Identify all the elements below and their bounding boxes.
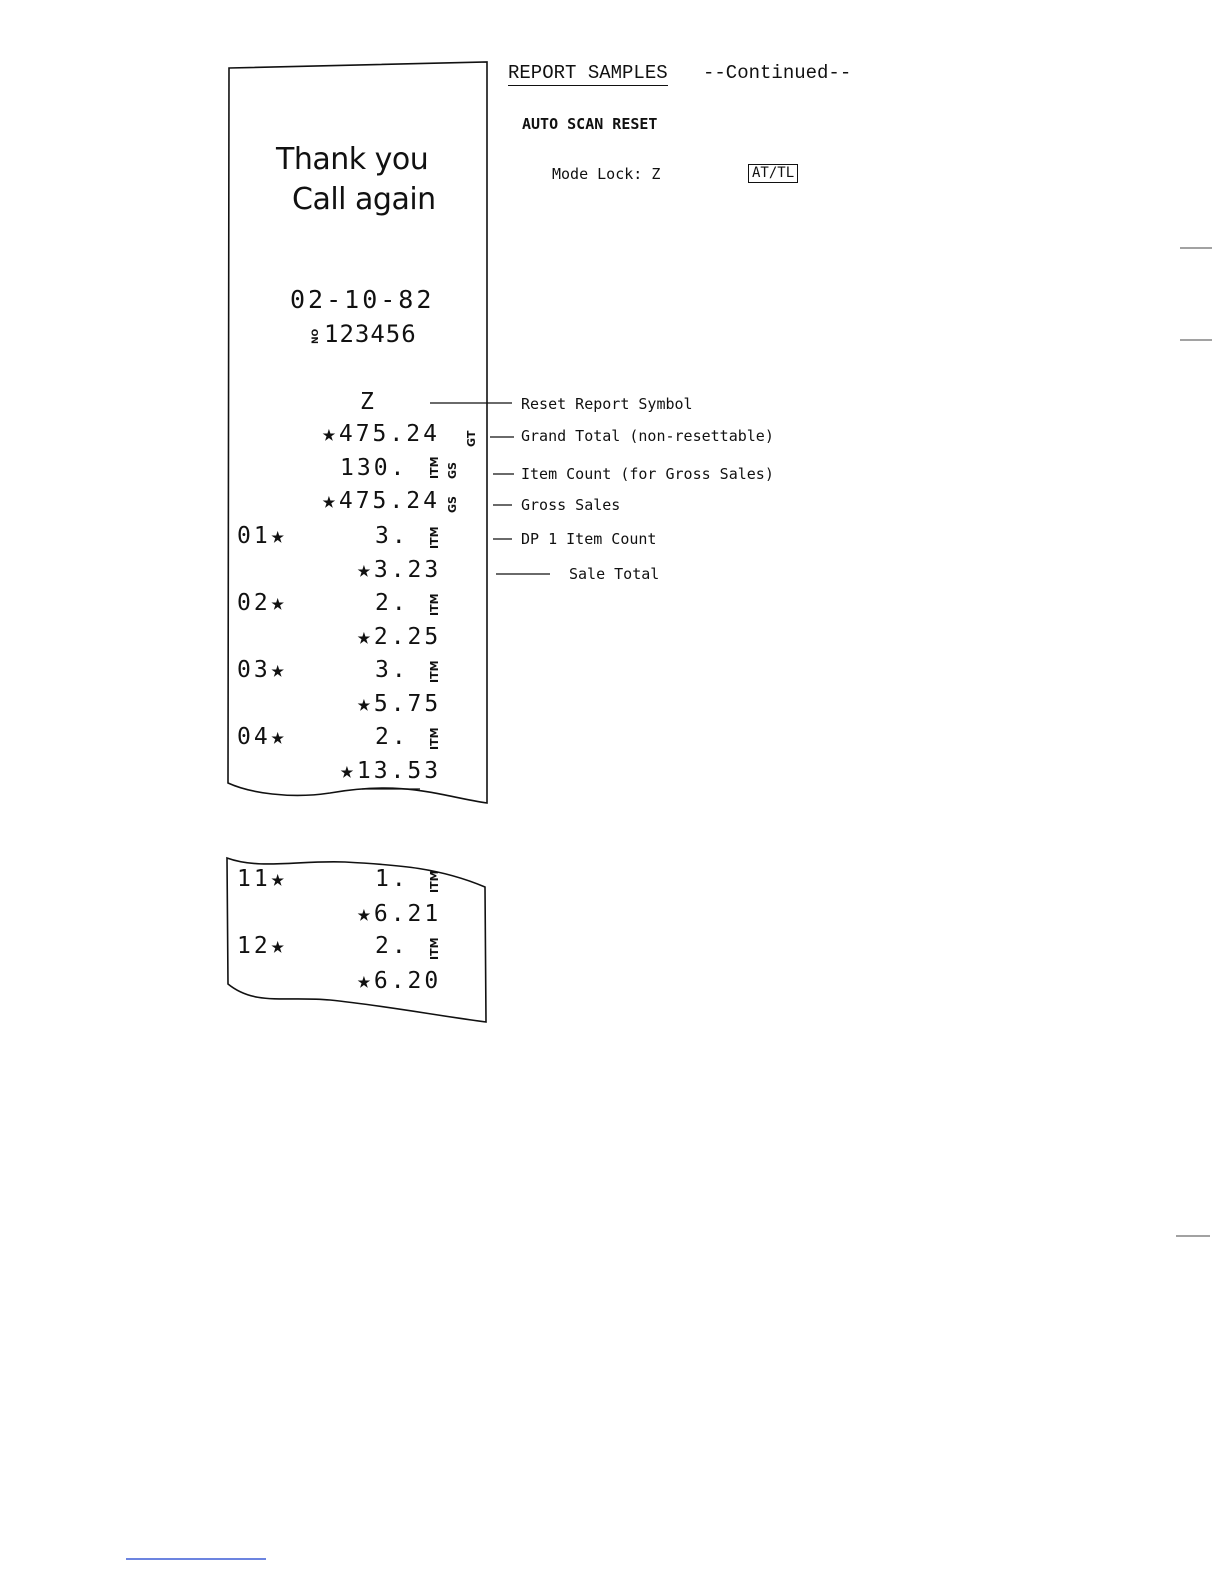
dept-03-count: 3. [375,657,409,683]
dept-02-total: ★2.25 [357,624,442,650]
dept-03-code: 03★ [237,657,288,683]
dept-11-itm-tag: ITM [428,870,441,893]
at-tl-key: AT/TL [748,164,798,183]
dept-04-code: 04★ [237,724,288,750]
continued-label: --Continued-- [703,62,852,84]
note-item-count: Item Count (for Gross Sales) [521,465,774,483]
itm-tag-gross: ITM [428,456,441,479]
dept-11-total: ★6.21 [357,901,442,927]
gs-tag-sales: GS [446,496,459,513]
note-reset-report-symbol: Reset Report Symbol [521,395,693,413]
dept-12-count: 2. [375,933,409,959]
dept-04-count: 2. [375,724,409,750]
receipt-number: 123456 [324,320,417,348]
receipt-number-prefix: NO [311,328,321,344]
dept-02-itm-tag: ITM [428,593,441,616]
receipt-item-count: 130. [340,455,408,481]
gt-tag: GT [465,430,478,447]
dept-03-total: ★5.75 [357,691,442,717]
dept-12-total: ★6.20 [357,968,442,994]
report-samples-title: REPORT SAMPLES [508,62,668,84]
note-sale-total: Sale Total [569,565,660,583]
mode-lock-label: Mode Lock: Z [552,165,661,183]
dept-01-total: ★3.23 [357,557,442,583]
dept-12-code: 12★ [237,933,288,959]
dept-12-itm-tag: ITM [428,937,441,960]
note-dp1-item-count: DP 1 Item Count [521,530,657,548]
receipt-greeting-line1: Thank you [276,142,429,177]
note-grand-total: Grand Total (non-resettable) [521,427,774,445]
dept-01-itm-tag: ITM [428,526,441,549]
dept-02-code: 02★ [237,590,288,616]
receipt-greeting-line2: Call again [292,182,436,217]
dept-11-code: 11★ [237,866,288,892]
receipt-date: 02-10-82 [290,285,435,314]
receipt-reset-symbol: Z [360,389,377,415]
dept-01-code: 01★ [237,523,288,549]
dept-04-itm-tag: ITM [428,727,441,750]
dept-03-itm-tag: ITM [428,660,441,683]
dept-02-count: 2. [375,590,409,616]
receipt-grand-total: ★475.24 [322,421,440,447]
dept-11-count: 1. [375,866,409,892]
receipt-gross-sales: ★475.24 [322,488,440,514]
dept-04-total: ★13.53 [340,758,442,784]
note-gross-sales: Gross Sales [521,496,621,514]
section-title: AUTO SCAN RESET [522,115,658,133]
dept-01-count: 3. [375,523,409,549]
gs-tag-count: GS [446,462,459,479]
